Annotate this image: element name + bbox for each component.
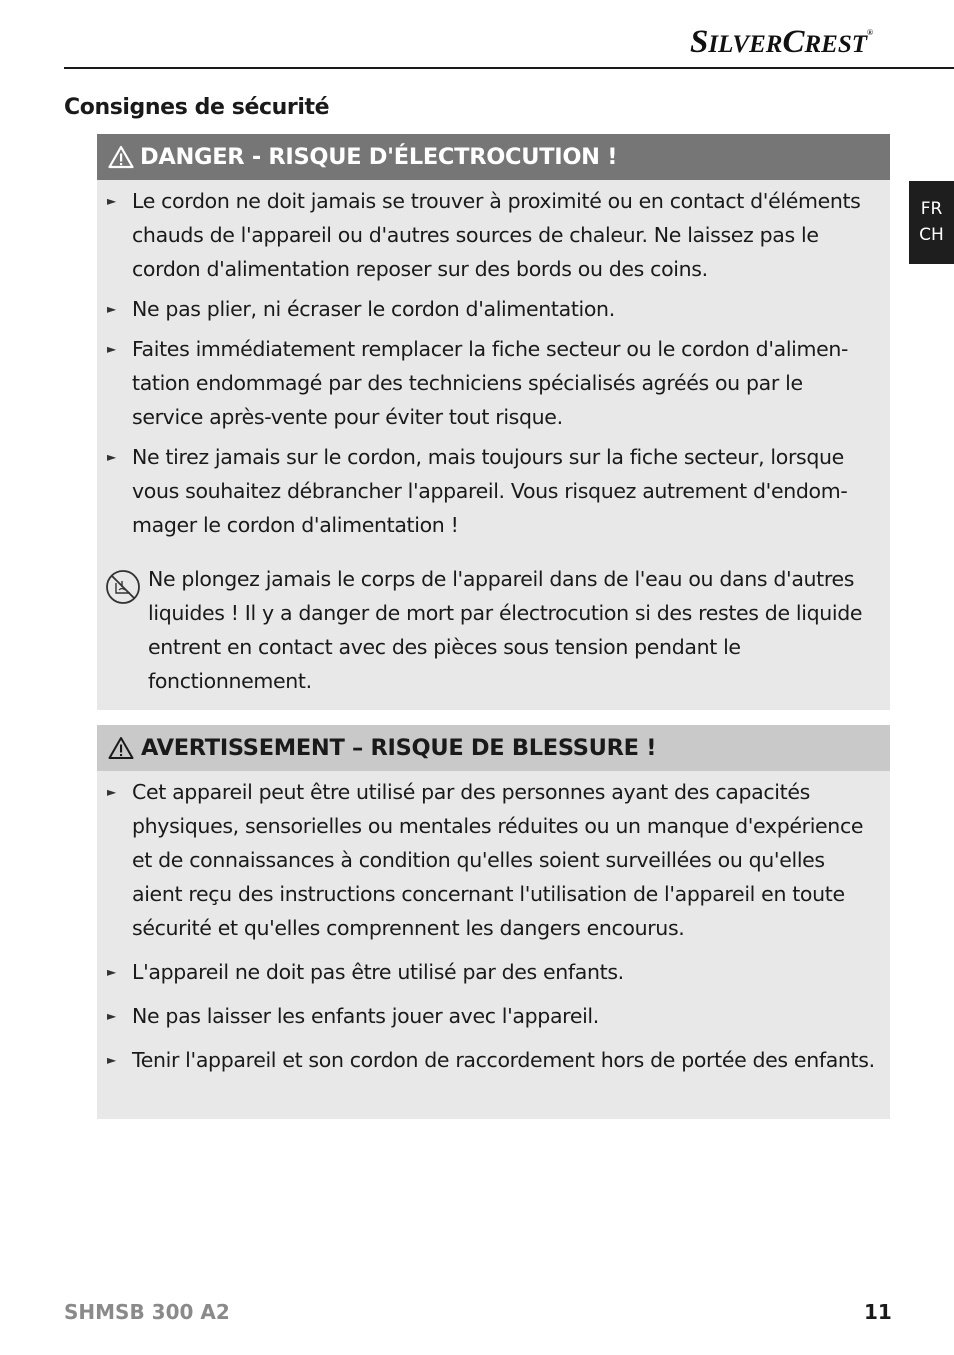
list-item-text: Cet appareil peut être utilisé par des personnes ayant des capacités physiques, sensorielles ou mentales réduites ou un manque d'expérience et de connaissances à condition qu'elles soient surveillées ou qu'elles aient reçu des instructions concernant l'utilisation de l'appareil en toute sécurité et qu'elles comprennent les dangers encourus. xyxy=(132,780,864,940)
page-number: 11 xyxy=(864,1300,892,1324)
list-item-text: Ne pas laisser les enfants jouer avec l'appareil. xyxy=(132,1004,599,1028)
brand-logo xyxy=(690,24,890,61)
warning-box-header xyxy=(97,725,890,771)
footer-model-number: SHMSB 300 A2 xyxy=(64,1300,230,1324)
triangle-right-icon: ► xyxy=(107,1053,116,1067)
language-code-fr: FR xyxy=(920,199,943,219)
list-item xyxy=(97,999,890,1033)
list-item xyxy=(97,955,890,989)
list-item-text: Le cordon ne doit jamais se trouver à proximité ou en contact d'éléments chauds de l'appareil ou d'autres sources de chaleur. Ne laissez pas le cordon d'alimentation reposer sur des bords ou des coins. xyxy=(132,189,861,281)
brand-letter-s: S xyxy=(690,24,709,60)
list-item xyxy=(97,332,890,434)
triangle-right-icon: ► xyxy=(107,342,116,356)
danger-box-header xyxy=(97,134,890,180)
immersion-note xyxy=(97,562,890,698)
triangle-right-icon: ► xyxy=(107,785,116,799)
triangle-right-icon: ► xyxy=(107,965,116,979)
list-item xyxy=(97,1043,890,1077)
list-item-text: Ne tirez jamais sur le cordon, mais toujours sur la fiche secteur, lorsque vous souhaitez débrancher l'appareil. Vous risquez autrement d'endom-mager le cordon d'alimentation ! xyxy=(132,445,848,537)
language-tab xyxy=(909,181,954,264)
warning-triangle-icon xyxy=(108,145,134,169)
immersion-note-text: Ne plongez jamais le corps de l'appareil dans de l'eau ou dans d'autres liquides ! Il y a danger de mort par électrocution si des restes de liquide entrent en contact avec des pièces sous tension pendant le fonctionnement. xyxy=(148,567,863,693)
list-item-text: Ne pas plier, ni écraser le cordon d'alimentation. xyxy=(132,297,615,321)
warning-box-title: AVERTISSEMENT – RISQUE DE BLESSURE ! xyxy=(141,735,657,761)
list-item-text: Tenir l'appareil et son cordon de raccordement hors de portée des enfants. xyxy=(132,1048,875,1072)
brand-word-rest: REST xyxy=(804,31,868,58)
triangle-right-icon: ► xyxy=(107,1009,116,1023)
list-item-text: Faites immédiatement remplacer la fiche secteur ou le cordon d'alimen-tation endommagé par des techniciens spécialisés agréés ou par le service après-vente pour éviter tout risque. xyxy=(132,337,849,429)
danger-box xyxy=(97,134,890,710)
danger-box-title: DANGER - RISQUE D'ÉLECTROCUTION ! xyxy=(140,144,618,170)
registered-mark: ® xyxy=(867,28,873,37)
header-rule xyxy=(64,67,954,69)
no-water-immersion-icon xyxy=(105,569,141,605)
triangle-right-icon: ► xyxy=(107,194,116,208)
danger-items-list xyxy=(97,180,890,542)
warning-items-list xyxy=(97,771,890,1077)
list-item xyxy=(97,292,890,326)
warning-box xyxy=(97,725,890,1119)
list-item xyxy=(97,440,890,542)
triangle-right-icon: ► xyxy=(107,302,116,316)
triangle-right-icon: ► xyxy=(107,450,116,464)
brand-word-ilver: ILVER xyxy=(708,31,783,58)
language-code-ch: CH xyxy=(919,225,944,245)
section-title: Consignes de sécurité xyxy=(64,95,330,120)
warning-triangle-icon xyxy=(108,736,134,760)
brand-letter-c: C xyxy=(782,24,805,60)
list-item-text: L'appareil ne doit pas être utilisé par des enfants. xyxy=(132,960,624,984)
list-item xyxy=(97,184,890,286)
list-item xyxy=(97,775,890,945)
